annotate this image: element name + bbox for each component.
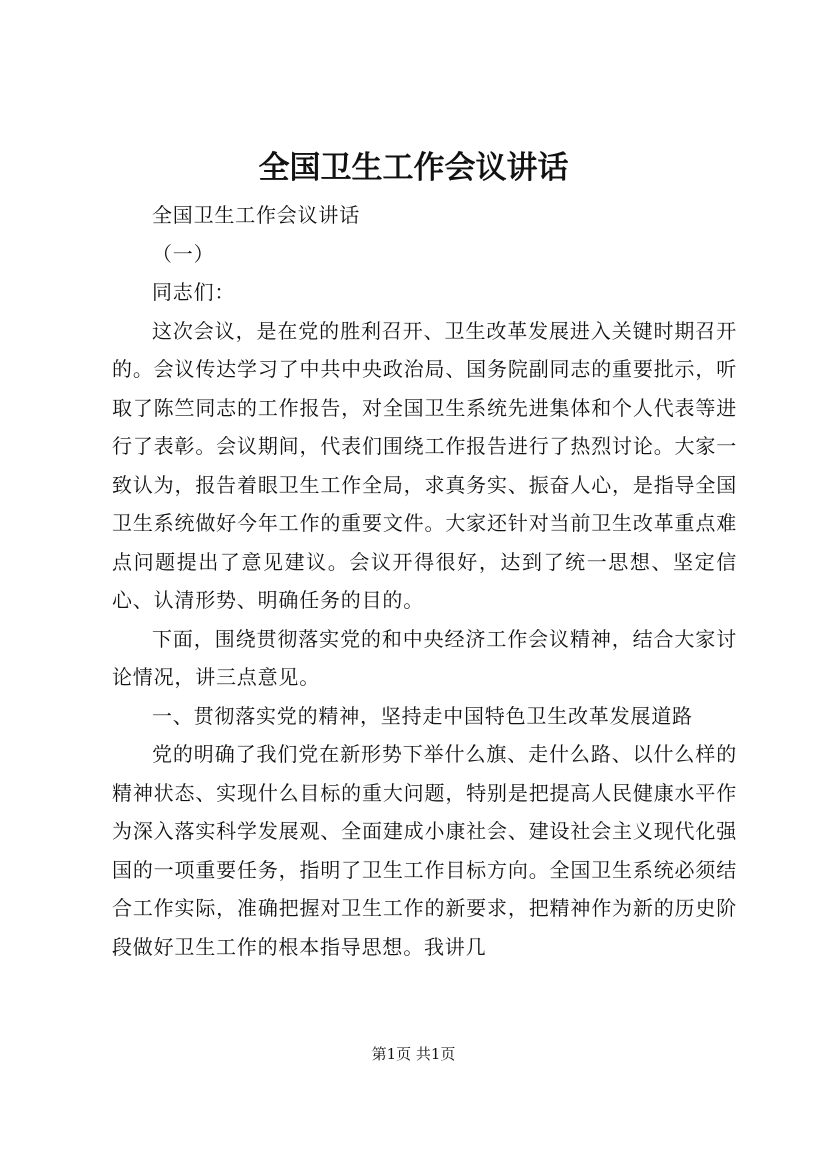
document-title: 全国卫生工作会议讲话: [258, 150, 569, 186]
body-paragraph: 这次会议，是在党的胜利召开、卫生改革发展进入关键时期召开的。会议传达学习了中共中央政治局、国务院副同志的重要批示，听取了陈竺同志的工作报告，对全国卫生系统先进集体和个人代表等进行了表彰。会议期间，代表们围绕工作报告进行了热烈讨论。大家一致认为，报告着眼卫生工作全局，求真务实、振奋人心，是指导全国卫生系统做好今年工作的重要文件。大家还针对当前卫生改革重点难点问题提出了意见建议。会议开得很好，达到了统一思想、坚定信心、认清形势、明确任务的目的。: [112, 318, 737, 612]
section-heading-paragraph: 一、贯彻落实党的精神，坚持走中国特色卫生改革发展道路: [152, 703, 693, 728]
page-footer: 第1页 共1页: [371, 1045, 456, 1063]
body-paragraph: 党的明确了我们党在新形势下举什么旗、走什么路、以什么样的精神状态、实现什么目标的重大问题，特别是把提高人民健康水平作为深入落实科学发展观、全面建成小康社会、建设社会主义现代化强国的一项重要任务，指明了卫生工作目标方向。全国卫生系统必须结合工作实际，准确把握对卫生工作的新要求，把精神作为新的历史阶段做好卫生工作的根本指导思想。我讲几: [112, 742, 737, 959]
salutation-paragraph: 同志们：: [152, 280, 236, 304]
body-paragraph: 下面，围绕贯彻落实党的和中央经济工作会议精神，结合大家讨论情况，讲三点意见。: [112, 626, 737, 689]
section-number-paragraph: （一）: [152, 241, 215, 266]
subtitle-paragraph: 全国卫生工作会议讲话: [152, 203, 360, 227]
document-body: [112, 196, 737, 966]
